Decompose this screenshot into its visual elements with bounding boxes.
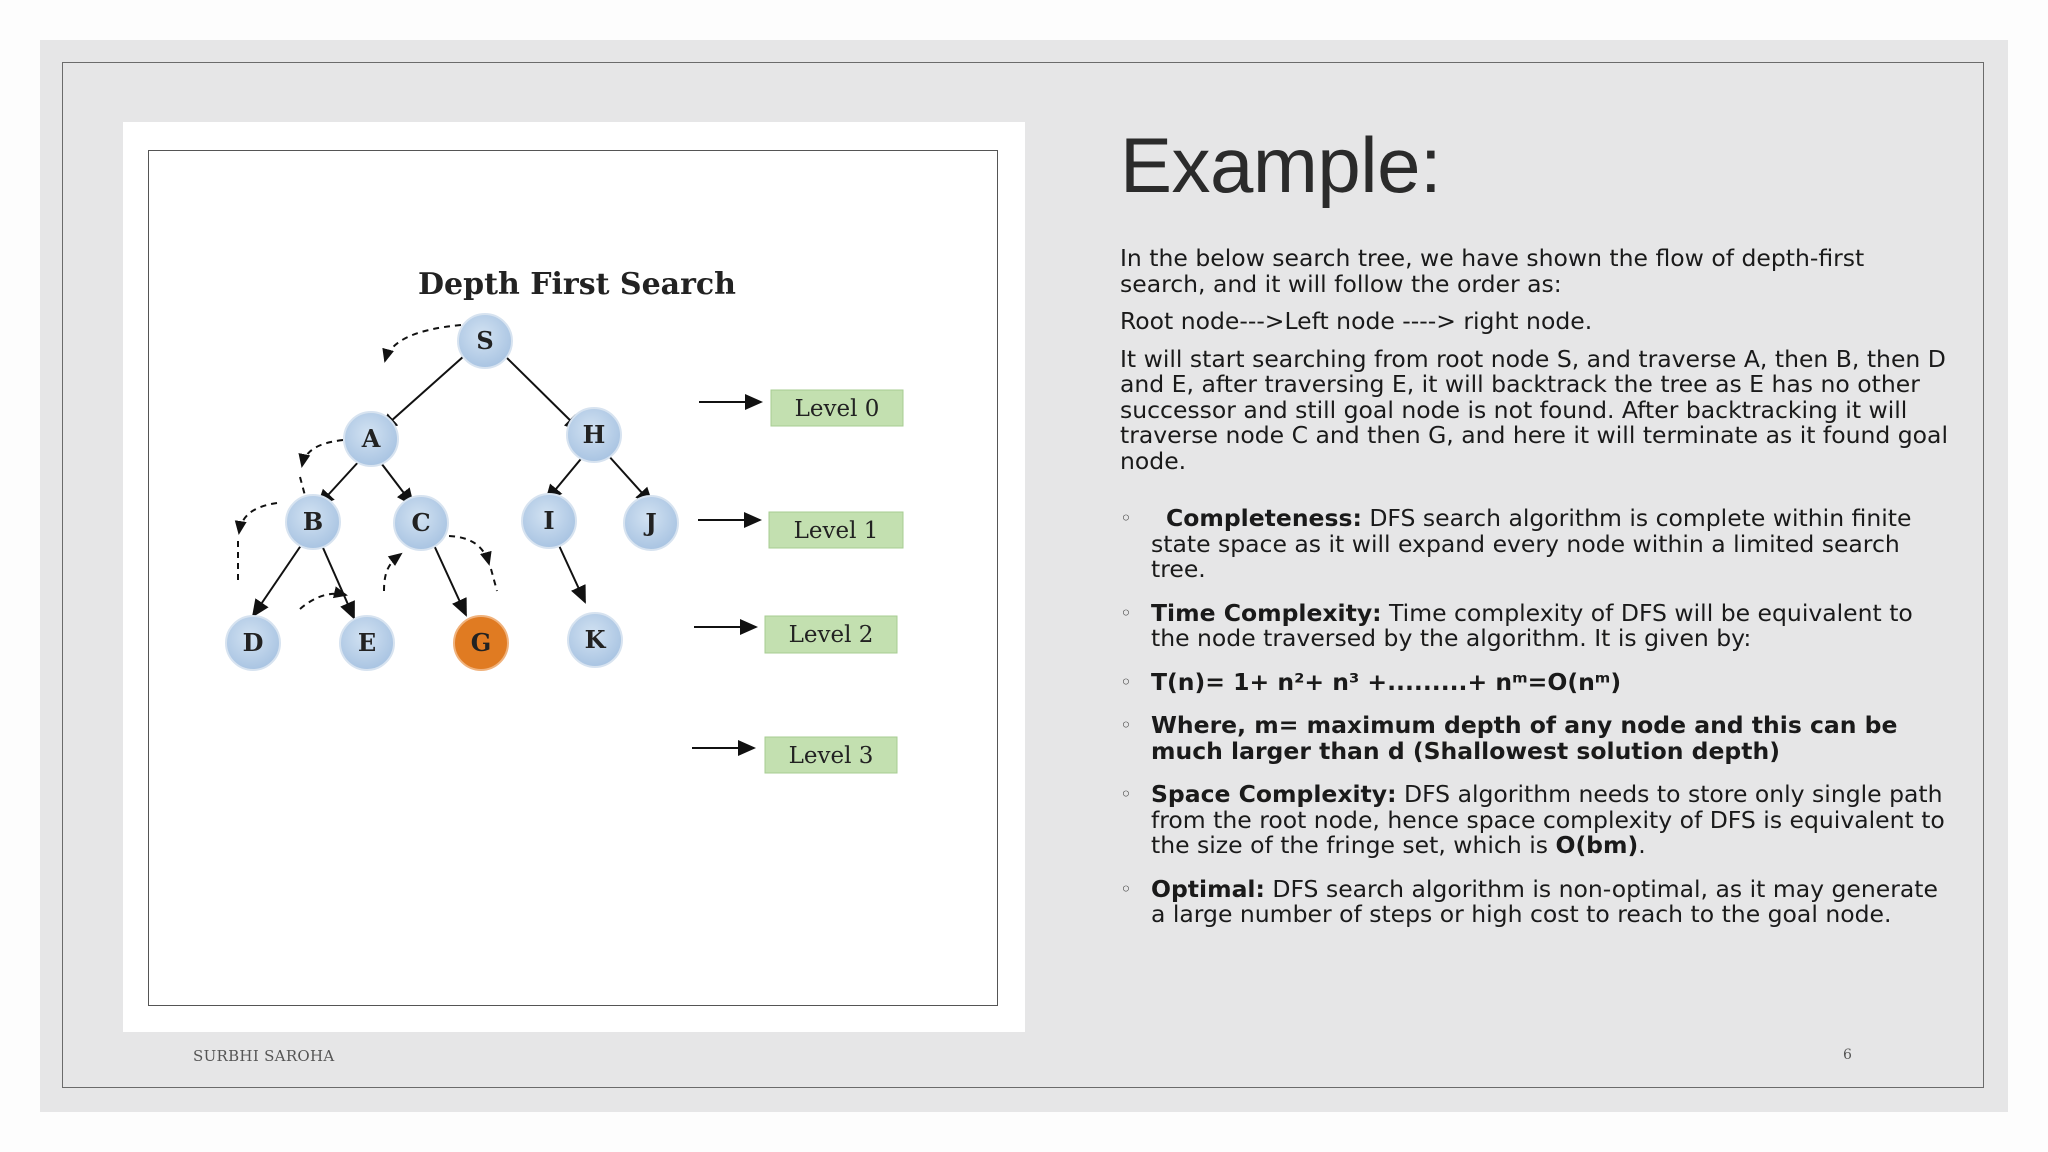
node-a xyxy=(344,412,398,466)
node-c xyxy=(394,496,448,550)
figure-panel xyxy=(123,122,1025,1032)
slide-body xyxy=(1120,246,1950,946)
level-indicators xyxy=(692,390,903,773)
trace-g-down xyxy=(491,569,497,591)
tree-edges xyxy=(253,356,652,618)
level-1-label: Level 1 xyxy=(793,518,879,544)
node-s xyxy=(458,314,512,368)
svg-text:I: I xyxy=(543,506,555,535)
level-0-label: Level 0 xyxy=(794,396,880,422)
trace-b-d xyxy=(239,503,277,533)
bullet-formula: ◦ T(n)= 1+ n²+ n³ +.........+ nᵐ=O(nᵐ) xyxy=(1120,670,1950,696)
svg-text:B: B xyxy=(302,507,324,536)
page-number: 6 xyxy=(1843,1047,1852,1063)
level-2-label: Level 2 xyxy=(788,622,874,648)
edge-b-e xyxy=(320,541,354,618)
edge-a-c xyxy=(378,459,413,505)
slide-title: Example: xyxy=(1120,121,1442,209)
svg-text:D: D xyxy=(242,628,264,657)
svg-text:K: K xyxy=(584,625,606,654)
edge-b-d xyxy=(253,541,304,616)
footer-author: SURBHI SAROHA xyxy=(193,1047,335,1065)
svg-text:S: S xyxy=(476,326,494,355)
trace-d-e xyxy=(300,594,346,609)
bullet-optimal: ◦ Optimal: DFS search algorithm is non-optimal, as it may generate a large number of steps or high cost to reach to the goal node. xyxy=(1120,877,1950,928)
svg-text:C: C xyxy=(411,508,431,537)
node-k xyxy=(568,613,622,667)
edge-s-a xyxy=(381,356,464,430)
node-e xyxy=(340,616,394,670)
svg-text:G: G xyxy=(470,628,492,657)
svg-text:J: J xyxy=(645,508,657,537)
dfs-figure xyxy=(148,150,998,1006)
node-i xyxy=(522,494,576,548)
node-j xyxy=(624,496,678,550)
bullet-space-complexity: ◦ Space Complexity: DFS algorithm needs to store only single path from the root node, hence space complexity of DFS is equivalent to the size of the fringe set, which is O(bm). xyxy=(1120,782,1950,859)
dfs-diagram xyxy=(149,151,997,1005)
intro-paragraph: In the below search tree, we have shown the flow of depth-first search, and it will follow the order as: xyxy=(1120,244,1865,298)
trace-e-c xyxy=(384,554,401,591)
level-3-label: Level 3 xyxy=(788,743,874,769)
node-d xyxy=(226,616,280,670)
node-g-goal xyxy=(454,616,508,670)
edge-c-g xyxy=(433,543,466,615)
bullet-list xyxy=(1120,506,1950,928)
figure-title: Depth First Search xyxy=(418,267,736,302)
slide xyxy=(40,40,2008,1112)
svg-text:E: E xyxy=(357,628,377,657)
trace-c-g xyxy=(449,536,489,564)
node-h xyxy=(567,408,621,462)
trace-a-b xyxy=(302,440,343,466)
edge-i-k xyxy=(556,539,585,602)
description-paragraph: It will start searching from root node S, and traverse A, then B, then D and E, after traversing E, it will backtrack the tree as E has no other successor and still goal node is not found. After backtracking it will traverse node C and then G, and here it will terminate as it found goal node. xyxy=(1120,344,1948,475)
order-paragraph: Root node--->Left node ----> right node. xyxy=(1120,307,1593,335)
bullet-time-complexity: ◦ Time Complexity: Time complexity of DFS will be equivalent to the node traversed by the algorithm. It is given by: xyxy=(1120,601,1950,652)
bullet-completeness: ◦ Completeness: DFS search algorithm is complete within finite state space as it will expand every node within a limited search tree. xyxy=(1120,506,1950,583)
traversal-arrows xyxy=(238,325,497,609)
level3-nodes xyxy=(226,613,622,670)
trace-s-a xyxy=(385,325,461,361)
svg-text:A: A xyxy=(361,424,381,453)
bullet-where: ◦ Where, m= maximum depth of any node and this can be much larger than d (Shallowest solution depth) xyxy=(1120,713,1950,764)
svg-text:H: H xyxy=(582,420,606,449)
edge-s-h xyxy=(506,357,581,431)
node-b xyxy=(286,495,340,549)
nodes xyxy=(286,314,678,550)
